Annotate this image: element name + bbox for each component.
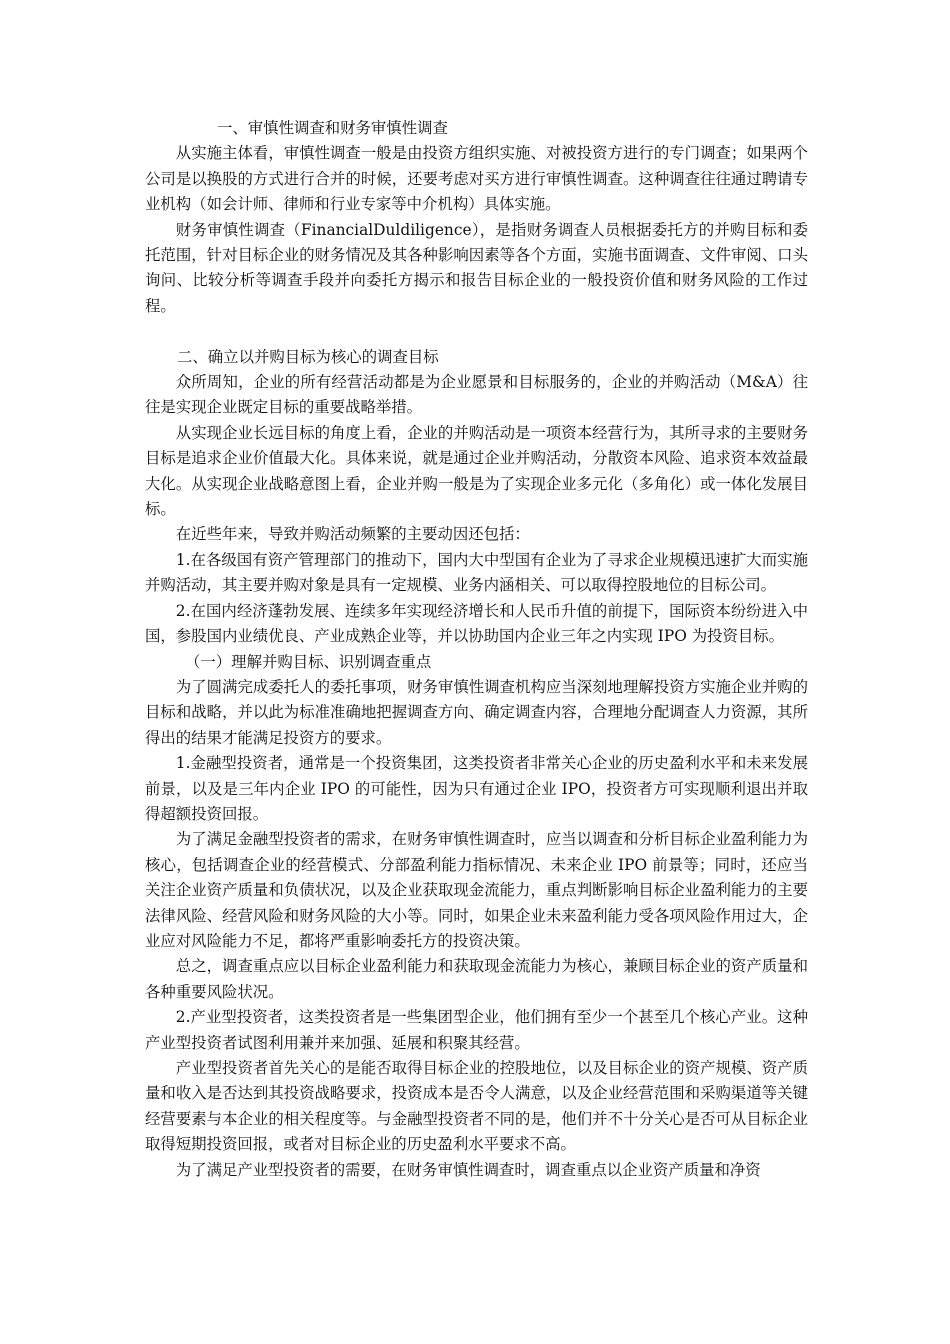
paragraph: 在近些年来，导致并购活动频繁的主要动因还包括： [175,525,530,544]
section-heading-2: 二、确立以并购目标为核心的调查目标 [177,347,439,366]
paragraph: 总之，调查重点应以目标企业盈利能力和获取现金流能力为核心，兼顾目标企业的资产质量和各种重要风险状况。 [145,957,808,1001]
document-body [145,116,808,1183]
paragraph: 从实施主体看，审慎性调查一般是由投资方组织实施、对被投资方进行的专门调查；如果两个公司是以换股的方式进行合并的时候，还要考虑对买方进行审慎性调查。这种调查往往通过聘请专业机构（如会计师、律师和行业专家等中介机构）具体实施。 [145,144,808,214]
paragraph: 1.金融型投资者，通常是一个投资集团，这类投资者非常关心企业的历史盈利水平和未来发展前景，以及是三年内企业 IPO 的可能性，因为只有通过企业 IPO，投资者方可实现顺利退出并取得超额投资回报。 [145,754,808,823]
section-heading-1: 一、审慎性调查和财务审慎性调查 [217,119,448,137]
paragraph: 2.产业型投资者，这类投资者是一些集团型企业，他们拥有至少一个甚至几个核心产业。这种产业型投资者试图利用兼并来加强、延展和积聚其经营。 [145,1008,808,1052]
paragraph: 2.在国内经济蓬勃发展、连续多年实现经济增长和人民币升值的前提下，国际资本纷纷进入中国，参股国内业绩优良、产业成熟企业等，并以协助国内企业三年之内实现 IPO 为投资目标。 [145,601,808,646]
paragraph: 1.在各级国有资产管理部门的推动下，国内大中型国有企业为了寻求企业规模迅速扩大而实施并购活动，其主要并购对象是具有一定规模、业务内涵相关、可以取得控股地位的目标公司。 [145,550,808,595]
paragraph: 财务审慎性调查（FinancialDuldiligence），是指财务调查人员根据委托方的并购目标和委托范围，针对目标企业的财务情况及其各种影响因素等各个方面，实施书面调查、文件审阅、口头询问、比较分析等调查手段并向委托方揭示和报告目标企业的一般投资价值和财务风险的工作过程。 [145,220,808,315]
paragraph: 为了圆满完成委托人的委托事项，财务审慎性调查机构应当深刻地理解投资方实施企业并购的目标和战略，并以此为标准准确地把握调查方向、确定调查内容，合理地分配调查人力资源，其所得出的结果才能满足投资方的要求。 [145,677,808,747]
paragraph: 为了满足产业型投资者的需要，在财务审慎性调查时，调查重点以企业资产质量和净资 [175,1160,761,1179]
paragraph: 为了满足金融型投资者的需求，在财务审慎性调查时，应当以调查和分析目标企业盈利能力为核心，包括调查企业的经营模式、分部盈利能力指标情况、未来企业 IPO 前景等；同时，还应当关注企业资产质量和负债状况，以及企业获取现金流能力，重点判断影响目标企业盈利能力的主要法律风险、经营风险和财务风险的大小等。同时，如果企业未来盈利能力受各项风险作用过大，企业应对风险能力不足，都将严重影响委托方的投资决策。 [145,830,808,950]
blank-line [145,319,808,344]
paragraph: 从实现企业长远目标的角度上看，企业的并购活动是一项资本经营行为，其所寻求的主要财务目标是追求企业价值最大化。具体来说，就是通过企业并购活动，分散资本风险、追求资本效益最大化。从实现企业战略意图上看，企业并购一般是为了实现企业多元化（多角化）或一体化发展目标。 [145,423,808,519]
subsection-heading-1: （一）理解并购目标、识别调查重点 [185,652,432,671]
paragraph: 产业型投资者首先关心的是能否取得目标企业的控股地位，以及目标企业的资产规模、资产质量和收入是否达到其投资战略要求，投资成本是否令人满意，以及企业经营范围和采购渠道等关键经营要素与本企业的相关程度等。与金融型投资者不同的是，他们并不十分关心是否可从目标企业取得短期投资回报，或者对目标企业的历史盈利水平要求不高。 [145,1059,808,1154]
paragraph: 众所周知，企业的所有经营活动都是为企业愿景和目标服务的，企业的并购活动（M&A）往往是实现企业既定目标的重要战略举措。 [145,373,808,417]
